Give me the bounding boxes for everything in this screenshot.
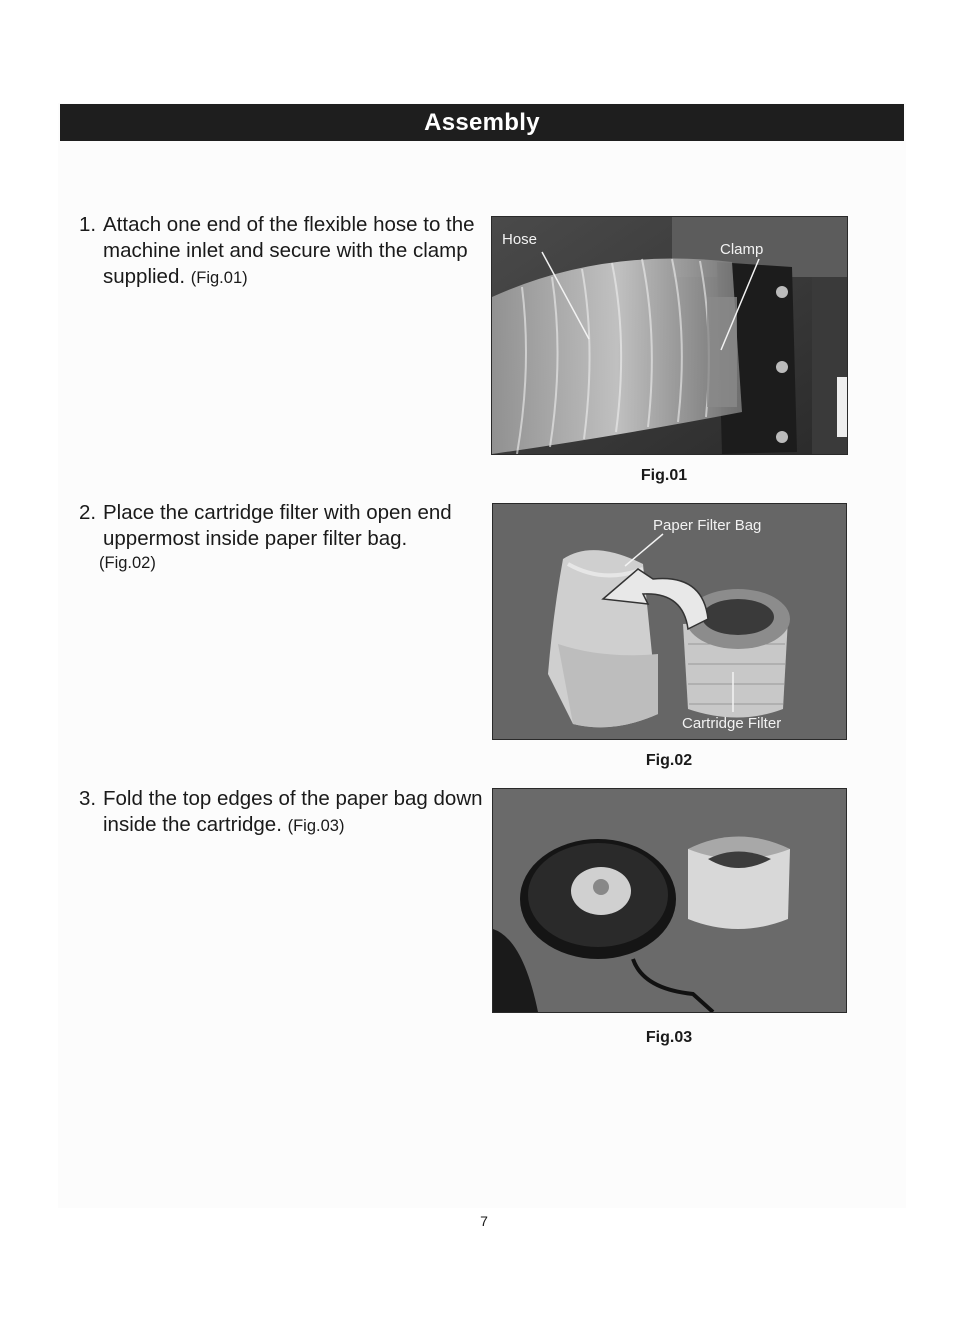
figure-03-photo [492, 788, 847, 1013]
section-header [60, 104, 904, 141]
page-number: 7 [480, 1213, 488, 1229]
figure-reference: (Fig.01) [190, 269, 248, 287]
hose-label: Hose [502, 231, 538, 248]
step-1 [79, 212, 484, 291]
figure-caption: Fig.01 [640, 467, 688, 484]
step-number: 3. [79, 787, 97, 810]
figure-reference: (Fig.02) [99, 554, 156, 572]
step-text: Attach one end of the flexible hose to the machine inlet and secure with the clamp supplied. [103, 213, 475, 288]
figure-02-photo [492, 503, 847, 740]
cartridge-filter-label: Cartridge Filter [682, 715, 782, 732]
step-2 [79, 500, 484, 574]
clamp-label: Clamp [720, 241, 764, 258]
figure-caption: Fig.02 [645, 752, 693, 769]
step-text: Fold the top edges of the paper bag down inside the cartridge. [103, 787, 483, 836]
section-title: Assembly [424, 108, 540, 136]
step-text: Place the cartridge filter with open end uppermost inside paper filter bag. [103, 501, 452, 550]
step-3 [79, 786, 484, 839]
paper-filter-bag-label: Paper Filter Bag [653, 517, 762, 534]
step-number: 1. [79, 213, 97, 236]
figure-caption: Fig.03 [645, 1029, 693, 1046]
figure-reference: (Fig.03) [287, 817, 345, 835]
step-number: 2. [79, 501, 97, 524]
figure-01-photo [491, 216, 848, 455]
